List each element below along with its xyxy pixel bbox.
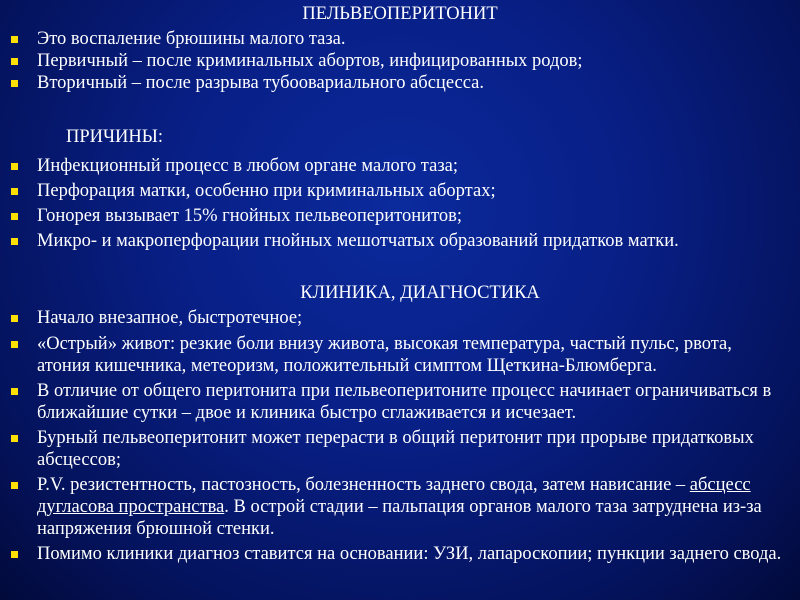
list-item: [0, 180, 800, 202]
douglas-abscess-link[interactable]: абсцесс дугласова пространства: [37, 475, 751, 517]
item-text: Микро- и макроперфорации гнойных мешотчатых образований придатков матки.: [37, 231, 679, 251]
list-item: [0, 380, 800, 424]
bullet-icon: [11, 238, 18, 245]
causes-heading: ПРИЧИНЫ:: [66, 127, 164, 147]
item-text: . В острой стадии – пальпация органов малого таза затруднена из-за напряжения брюшной стенки.: [37, 497, 762, 539]
item-text: Помимо клиники диагноз ставится на основании: УЗИ, лапароскопии; пункции заднего свода.: [37, 544, 782, 564]
list-item: [0, 155, 800, 177]
bullet-icon: [11, 551, 18, 558]
list-item: [0, 28, 800, 50]
list-item: [0, 72, 800, 94]
list-item: [0, 427, 800, 471]
list-item: [0, 230, 800, 252]
slide-title: ПЕЛЬВЕОПЕРИТОНИТ: [302, 4, 498, 24]
item-text: P.V. резистентность, пастозность, болезненность заднего свода, затем нависание –: [37, 475, 690, 495]
item-text: Это воспаление брюшины малого таза.: [37, 29, 346, 49]
item-text: Первичный – после криминальных абортов, инфицированных родов;: [37, 51, 583, 71]
list-item: [0, 543, 800, 565]
item-text: Инфекционный процесс в любом органе малого таза;: [37, 156, 458, 176]
list-item: [0, 333, 800, 377]
item-text: Начало внезапное, быстротечное;: [37, 308, 303, 328]
list-item: [0, 474, 800, 540]
item-text: В отличие от общего перитонита при пельвеоперитоните процесс начинает ограничиваться в ближайшие сутки – двое и клиника быстро сглаживается и исчезает.: [37, 381, 772, 423]
item-text: Перфорация матки, особенно при криминальных абортах;: [37, 181, 496, 201]
clinic-list: [0, 307, 800, 565]
item-text: Вторичный – после разрыва тубоовариального абсцесса.: [37, 73, 484, 93]
list-item: [0, 205, 800, 227]
causes-list: [0, 155, 800, 252]
list-item: [0, 307, 800, 329]
bullet-icon: [11, 315, 18, 322]
bullet-icon: [11, 80, 18, 87]
list-item: [0, 50, 800, 72]
clinic-heading: КЛИНИКА, ДИАГНОСТИКА: [300, 283, 540, 303]
intro-list: [0, 28, 800, 94]
item-text: Гонорея вызывает 15% гнойных пельвеоперитонитов;: [37, 206, 462, 226]
bullet-icon: [11, 435, 18, 442]
bullet-icon: [11, 188, 18, 195]
bullet-icon: [11, 36, 18, 43]
bullet-icon: [11, 482, 18, 489]
item-text: Бурный пельвеоперитонит может перерасти в общий перитонит при прорыве придатковых абсцессов;: [37, 428, 754, 470]
bullet-icon: [11, 213, 18, 220]
item-text: «Острый» живот: резкие боли внизу живота, высокая температура, частый пульс, рвота, атония кишечника, метеоризм, положительный симптом Щеткина-Блюмберга.: [37, 334, 732, 376]
bullet-icon: [11, 341, 18, 348]
bullet-icon: [11, 163, 18, 170]
bullet-icon: [11, 58, 18, 65]
bullet-icon: [11, 388, 18, 395]
